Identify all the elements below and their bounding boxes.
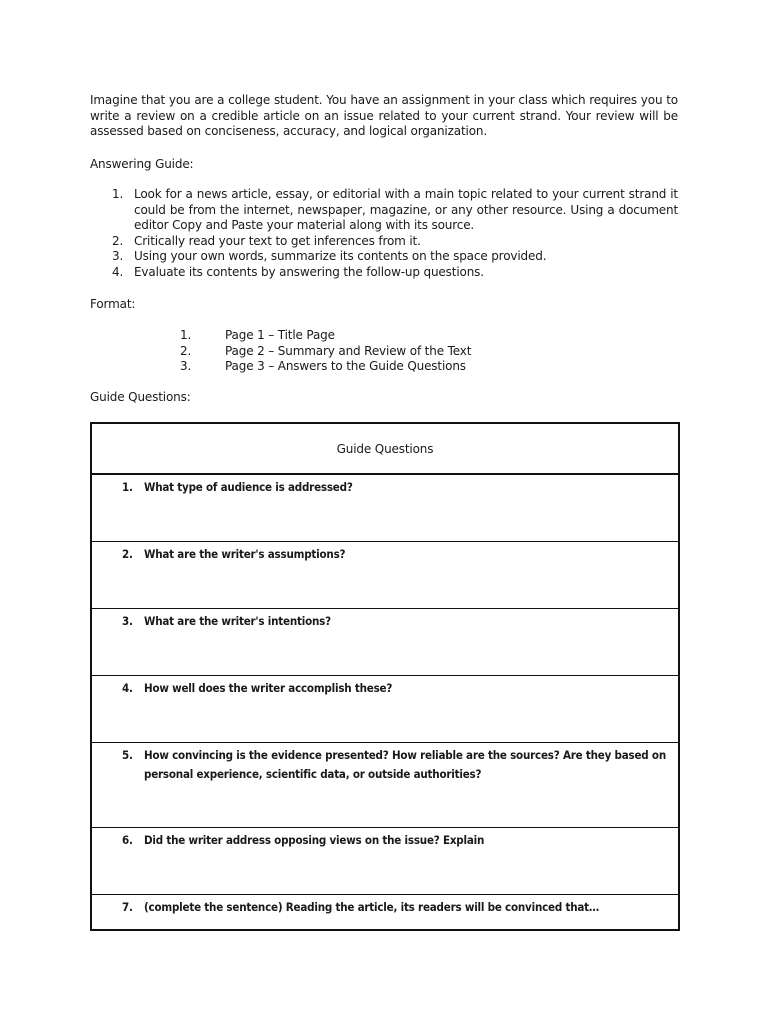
list-item: 3. Page 3 – Answers to the Guide Questions — [180, 359, 466, 373]
table-row — [91, 474, 679, 542]
guide-questions-table — [90, 422, 680, 931]
table-header-cell: Guide Questions — [91, 423, 679, 474]
list-item: 3. Using your own words, summarize its contents on the space provided. — [112, 249, 547, 263]
table-row — [91, 609, 679, 676]
table-row — [91, 676, 679, 743]
question-3: 3. What are the writer's intentions? — [122, 614, 331, 628]
question-4: 4. How well does the writer accomplish these? — [122, 681, 393, 695]
question-5: 5. How convincing is the evidence presented? How reliable are the sources? Are they based on personal experience, scientific data, or outside authorities? — [122, 748, 666, 781]
format-label: Format: — [90, 297, 136, 311]
question-2: 2. What are the writer's assumptions? — [122, 547, 346, 561]
table-row — [91, 828, 679, 895]
question-6: 6. Did the writer address opposing views on the issue? Explain — [122, 833, 485, 847]
list-item: 1. Page 1 – Title Page — [180, 328, 335, 342]
question-7: 7. (complete the sentence) Reading the article, its readers will be convinced that… — [122, 900, 600, 914]
table-row — [91, 542, 679, 609]
format-list — [180, 328, 471, 375]
intro-paragraph: Imagine that you are a college student. You have an assignment in your class which requires you to write a review on a credible article on an issue related to your current strand. Your review will be assessed based on conciseness, accuracy, and logical organization. — [90, 93, 678, 138]
guide-questions-label: Guide Questions: — [90, 390, 191, 404]
table-row — [91, 895, 679, 931]
table-row — [91, 743, 679, 828]
list-item: 2. Critically read your text to get inferences from it. — [112, 233, 421, 248]
list-item: 1. Look for a news article, essay, or editorial with a main topic related to your current strand it could be from the internet, newspaper, magazine, or any other resource. Using a document editor Copy and Paste your material along with its source. — [112, 187, 678, 232]
table-header-row — [91, 423, 679, 474]
list-item: 4. Evaluate its contents by answering the follow-up questions. — [112, 264, 484, 279]
answering-guide-label: Answering Guide: — [90, 157, 194, 171]
answering-guide-list — [112, 187, 678, 280]
list-item: 2. Page 2 – Summary and Review of the Text — [180, 343, 472, 358]
question-1: 1. What type of audience is addressed? — [122, 480, 353, 494]
